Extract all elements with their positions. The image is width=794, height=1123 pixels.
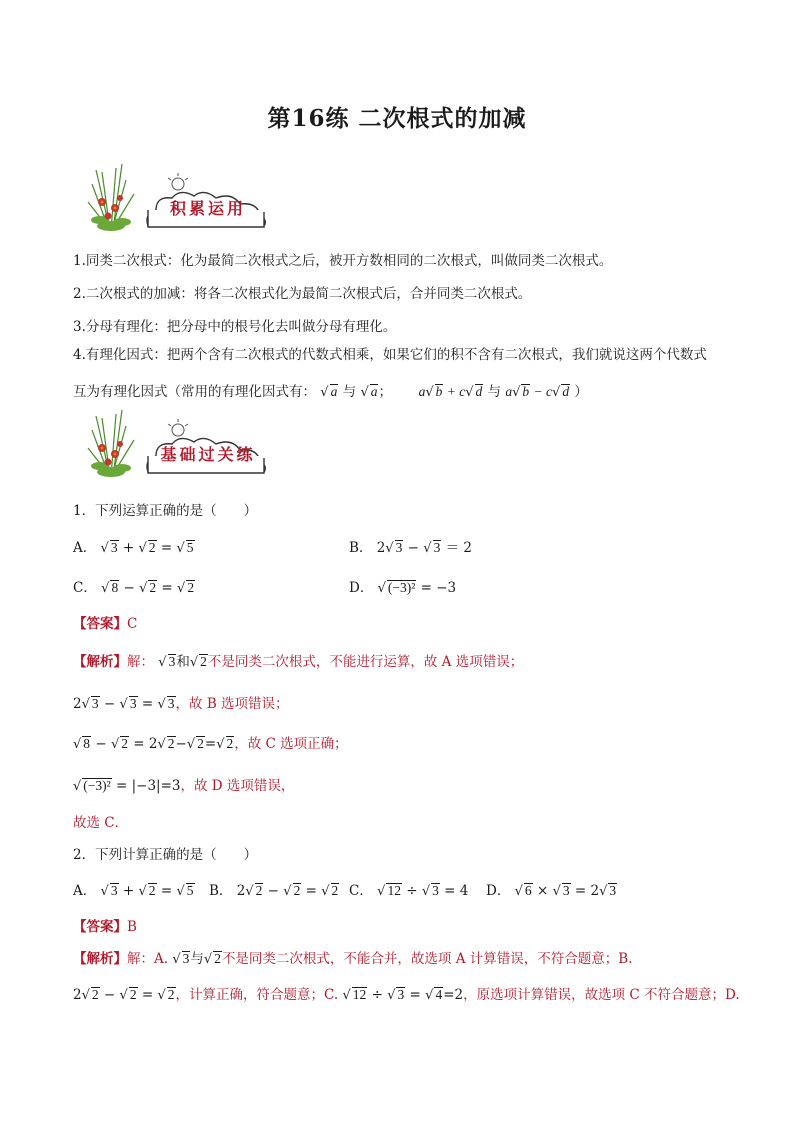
flower-plant-icon <box>82 408 142 478</box>
q1-answer: 【答案】C <box>73 616 138 632</box>
flower-plant-icon <box>82 162 142 232</box>
q2-option-b: B． 2√ 2 − √ 2 = √ 2 <box>209 883 339 899</box>
q1-analysis-2: 2√ 3 − √ 3 = √ 3，故 B 选项错误； <box>73 696 289 712</box>
q2-option-a: A． √ 3 + √ 2 = √ 5 <box>73 883 194 899</box>
math-expr: √ 3与√ 2 <box>172 951 221 967</box>
math-expr: 2√ 2 − √ 2 = √ 2 <box>236 883 339 899</box>
concept-5-suffix: ） <box>574 384 588 400</box>
concept-5: 互为有理化因式（常用的有理化因式有： √ a 与 √ a； a√ b + c√ d 与 a√ b − c√ d ） <box>73 384 588 400</box>
math-expr: √ 6 × √ 3 = 2√ 3 <box>514 883 617 899</box>
math-expr: √ 8 − √ 2 = 2√ 2−√ 2=√ 2 <box>73 736 234 752</box>
math-expr: √ 3 + √ 2 = √ 5 <box>100 540 194 556</box>
q1-option-a: A． √ 3 + √ 2 = √ 5 <box>73 540 194 556</box>
math-expr: √ 3和√ 2 <box>158 654 207 670</box>
q1-answer-value: C <box>127 616 138 632</box>
q1-option-d: D． √ (−3)² = −3 <box>349 580 457 596</box>
concept-4: 4.有理化因式：把两个含有二次根式的代数式相乘，如果它们的积不含有二次根式，我们就说这两个代数式 <box>73 347 707 363</box>
concept-5-and2: 与 <box>487 384 502 400</box>
math-sqrt-a-2: √ a <box>360 384 378 400</box>
math-sqrt-a: √ a <box>320 384 338 400</box>
q2-analysis-1: 【解析】解：A. √ 3与√ 2不是同类二次根式，不能合并，故选项 A 计算错误，不符合题意；B. <box>73 947 632 967</box>
section-banner-accumulate <box>82 162 282 232</box>
math-expr: √ (−3)² = |−3|=3 <box>73 778 181 794</box>
math-expr: √ 3 + √ 2 = √ 5 <box>100 883 194 899</box>
concept-3: 3.分母有理化：把分母中的根号化去叫做分母有理化。 <box>73 319 397 335</box>
q2-option-c: C． √ 12 ÷ √ 3 = 4 <box>349 883 469 899</box>
q2-stem: 2．下列计算正确的是（ ） <box>73 847 258 863</box>
concept-5-prefix: 互为有理化因式（常用的有理化因式有： <box>73 384 316 400</box>
math-factor-1: a√ b + c√ d <box>418 384 483 400</box>
q1-stem: 1．下列运算正确的是（ ） <box>73 503 258 519</box>
math-expr: 2√ 3 − √ 3 ＝ 2 <box>376 540 472 556</box>
section-label-accumulate: 积累运用 <box>169 199 246 218</box>
q1-analysis-1: 【解析】解： √ 3和√ 2不是同类二次根式，不能进行运算，故 A 选项错误； <box>73 650 523 670</box>
q2-answer-value: B <box>127 919 137 935</box>
page-title: 第16练 二次根式的加减 <box>267 105 527 132</box>
math-expr: 2√ 3 − √ 3 = √ 3 <box>73 696 175 712</box>
q1-analysis-3: √ 8 − √ 2 = 2√ 2−√ 2=√ 2，故 C 选项正确； <box>73 736 348 752</box>
math-expr: √ (−3)² = −3 <box>377 580 457 596</box>
q1-option-b: B． 2√ 3 − √ 3 ＝ 2 <box>349 536 472 556</box>
q2-analysis-2: 2√ 2 − √ 2 = √ 2，计算正确，符合题意；C. √ 12 ÷ √ 3 = √ 4=2，原选项计算错误，故选项 C 不符合题意；D. <box>73 987 740 1003</box>
concept-2: 2.二次根式的加减：将各二次根式化为最简二次根式后，合并同类二次根式。 <box>73 286 532 302</box>
concept-1: 1.同类二次根式：化为最简二次根式之后，被开方数相同的二次根式，叫做同类二次根式。 <box>73 253 613 269</box>
math-expr: 2√ 2 − √ 2 = √ 2 <box>73 987 175 1003</box>
q1-option-c: C． √ 8 − √ 2 = √ 2 <box>73 580 195 596</box>
section-label-basic: 基础过关练 <box>160 445 256 464</box>
math-expr: √ 12 ÷ √ 3 = √ 4=2 <box>342 987 464 1003</box>
concept-5-and1: 与 <box>342 384 357 400</box>
math-factor-2: a√ b − c√ d <box>505 384 570 400</box>
math-expr: √ 8 − √ 2 = √ 2 <box>101 580 195 596</box>
q2-option-d: D． √ 6 × √ 3 = 2√ 3 <box>486 883 617 899</box>
q1-conclusion: 故选 C． <box>73 815 129 831</box>
section-banner-basic <box>82 408 282 478</box>
math-expr: √ 12 ÷ √ 3 = 4 <box>377 883 469 899</box>
q1-analysis-4: √ (−3)² = |−3|=3，故 D 选项错误， <box>73 778 295 794</box>
q2-answer: 【答案】B <box>73 919 137 935</box>
